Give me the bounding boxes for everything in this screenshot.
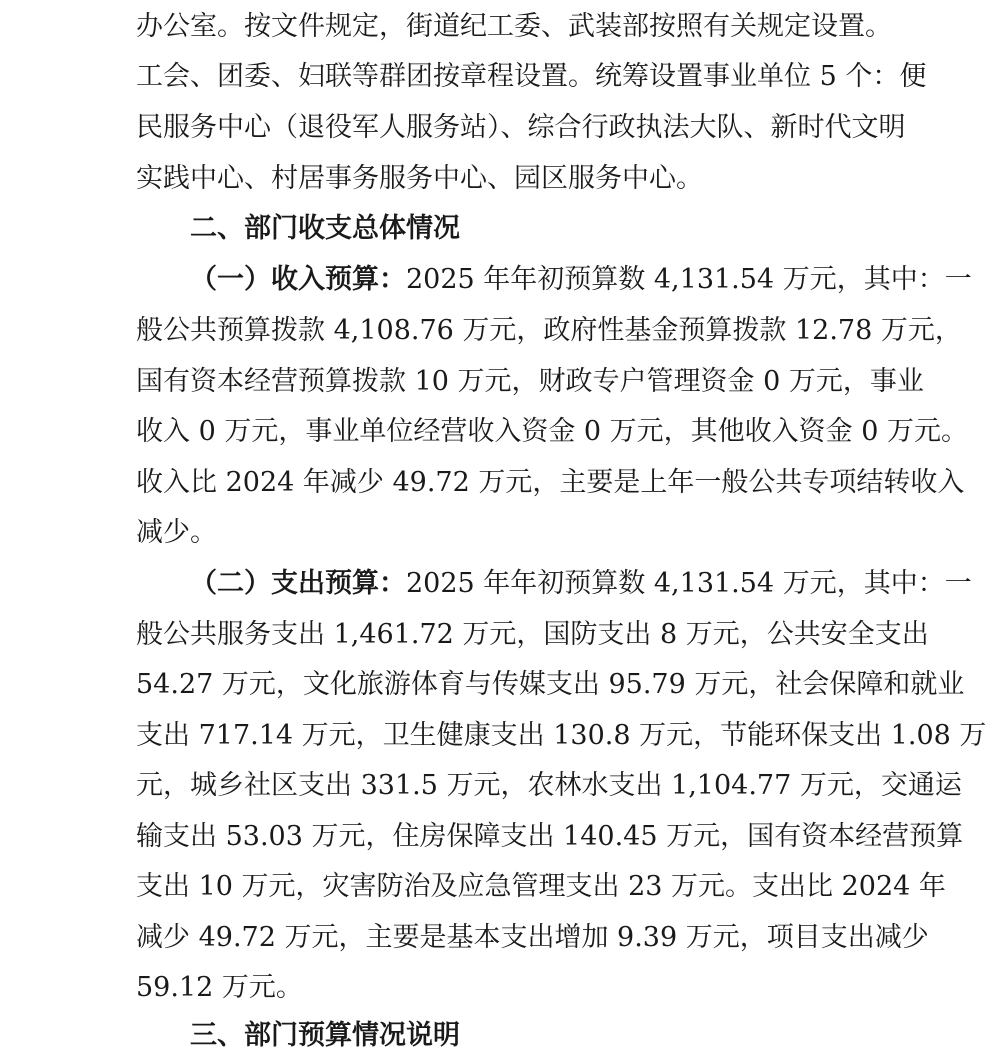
paragraph-line: 办公室。按文件规定，街道纪工委、武装部按照有关规定设置。	[136, 11, 892, 42]
income-line: 收入比 2024 年减少 49.72 万元，主要是上年一般公共专项结转收入	[136, 467, 965, 498]
section-heading-income-expense: 二、部门收支总体情况	[190, 213, 460, 244]
paragraph-line: 工会、团委、妇联等群团按章程设置。统筹设置事业单位 5 个：便	[136, 61, 927, 92]
income-line: 减少。	[136, 517, 217, 548]
income-line: 收入 0 万元，事业单位经营收入资金 0 万元，其他收入资金 0 万元。	[136, 416, 969, 447]
expense-line: 支出 10 万元，灾害防治及应急管理支出 23 万元。支出比 2024 年	[136, 871, 946, 902]
expense-line: 元，城乡社区支出 331.5 万元，农林水支出 1,104.77 万元，交通运	[136, 770, 962, 801]
expense-line: 54.27 万元，文化旅游体育与传媒支出 95.79 万元，社会保障和就业	[136, 669, 965, 700]
expense-line: 般公共服务支出 1,461.72 万元，国防支出 8 万元，公共安全支出	[136, 619, 929, 650]
income-paragraph-first-line	[190, 262, 972, 298]
income-line: 国有资本经营预算拨款 10 万元，财政专户管理资金 0 万元，事业	[136, 366, 924, 397]
paragraph-line: 实践中心、村居事务服务中心、园区服务中心。	[136, 163, 703, 194]
expense-paragraph-first-line	[190, 566, 972, 602]
expense-line: 2025 年年初预算数 4,131.54 万元，其中：一	[406, 568, 972, 599]
income-label: （一）收入预算：	[190, 264, 406, 295]
income-line: 般公共预算拨款 4,108.76 万元，政府性基金预算拨款 12.78 万元，	[136, 315, 962, 346]
income-line: 2025 年年初预算数 4,131.54 万元，其中：一	[406, 264, 972, 295]
expense-line: 输支出 53.03 万元，住房保障支出 140.45 万元，国有资本经营预算	[136, 821, 964, 852]
paragraph-line: 民服务中心（退役军人服务站）、综合行政执法大队、新时代文明	[136, 112, 906, 143]
expense-label: （二）支出预算：	[190, 568, 406, 599]
section-heading-budget-explanation: 三、部门预算情况说明	[190, 1020, 460, 1051]
expense-line: 减少 49.72 万元，主要是基本支出增加 9.39 万元，项目支出减少	[136, 922, 929, 953]
expense-line: 59.12 万元。	[136, 972, 303, 1003]
expense-line: 支出 717.14 万元，卫生健康支出 130.8 万元，节能环保支出 1.08 万	[136, 720, 987, 751]
